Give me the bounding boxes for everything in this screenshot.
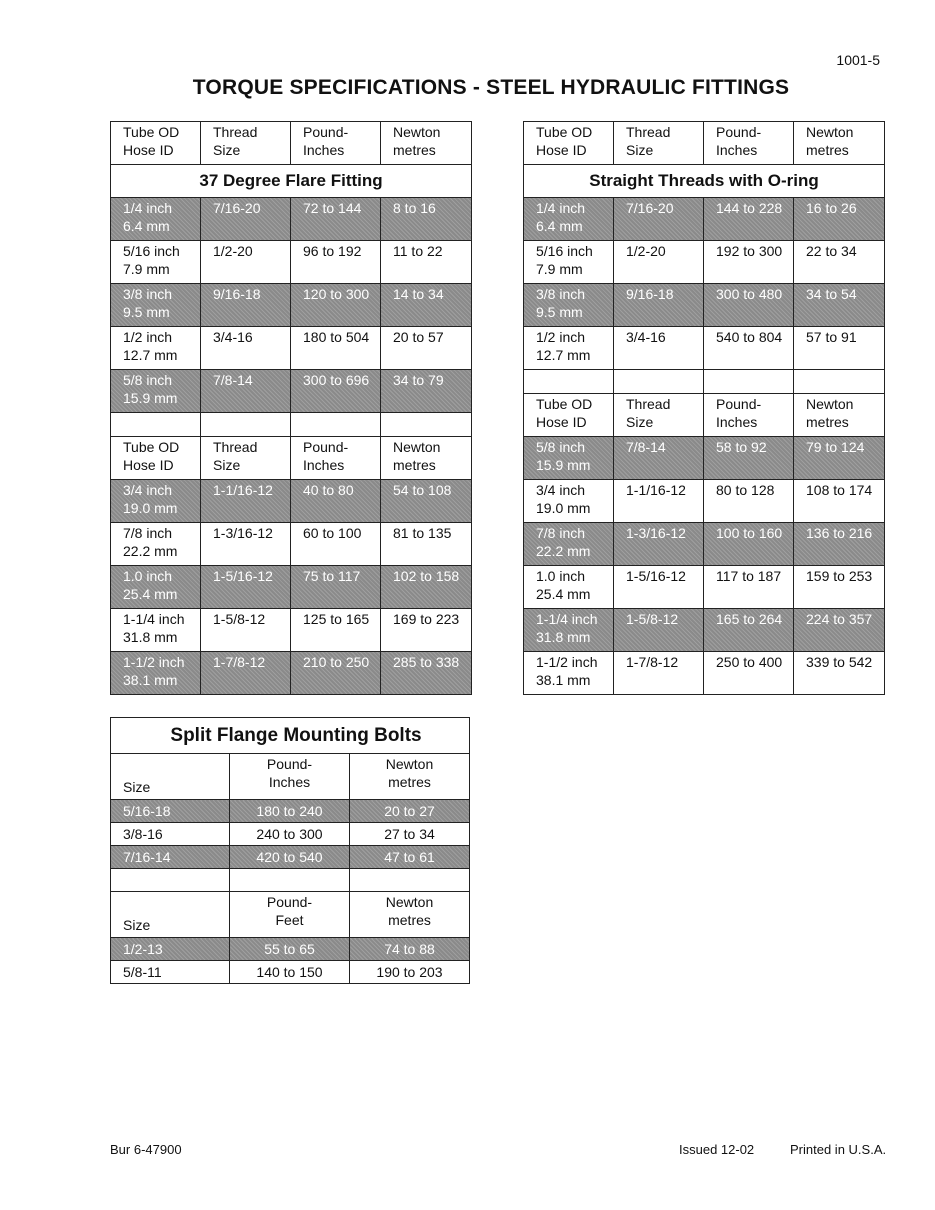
- table-cell: 1/2-13: [111, 938, 230, 961]
- table-cell: 1-1/4 inch 31.8 mm: [524, 609, 614, 652]
- table-cell: 100 to 160: [704, 523, 794, 566]
- table-cell: 58 to 92: [704, 437, 794, 480]
- table-row: [524, 198, 885, 241]
- table-row: [111, 823, 470, 846]
- section-title: Straight Threads with O-ring: [524, 165, 885, 198]
- table-cell: 5/16 inch 7.9 mm: [111, 241, 201, 284]
- table-cell: 180 to 240: [230, 800, 350, 823]
- header-cell: Pound- Inches: [291, 437, 381, 480]
- page-title: TORQUE SPECIFICATIONS - STEEL HYDRAULIC FITTINGS: [192, 76, 790, 99]
- table-cell: 5/8 inch 15.9 mm: [111, 370, 201, 413]
- header-cell: Tube OD Hose ID: [524, 122, 614, 165]
- table-row: [111, 198, 472, 241]
- table-cell: 1-1/4 inch 31.8 mm: [111, 609, 201, 652]
- table-cell: 20 to 27: [350, 800, 470, 823]
- table-row: [524, 652, 885, 695]
- table-cell: 3/4 inch 19.0 mm: [524, 480, 614, 523]
- table-cell: 7/8 inch 22.2 mm: [111, 523, 201, 566]
- header-cell: Pound- Inches: [230, 754, 350, 800]
- flare-fitting-table: [110, 121, 472, 695]
- table-cell: 7/8-14: [201, 370, 291, 413]
- table-cell: 80 to 128: [704, 480, 794, 523]
- table-cell: 1-3/16-12: [201, 523, 291, 566]
- table-cell: 5/16 inch 7.9 mm: [524, 241, 614, 284]
- header-cell: Newton metres: [350, 892, 470, 938]
- table-row: [111, 241, 472, 284]
- table-row: [111, 961, 470, 984]
- table-cell: 9/16-18: [614, 284, 704, 327]
- table-cell: 159 to 253: [794, 566, 885, 609]
- table-cell: 16 to 26: [794, 198, 885, 241]
- table-cell: 224 to 357: [794, 609, 885, 652]
- table-row: [111, 480, 472, 523]
- spacer-row: [111, 413, 472, 437]
- table-cell: 14 to 34: [381, 284, 472, 327]
- header-cell: Tube OD Hose ID: [111, 437, 201, 480]
- table-cell: 108 to 174: [794, 480, 885, 523]
- table-cell: 1-5/16-12: [614, 566, 704, 609]
- table-cell: 7/16-20: [201, 198, 291, 241]
- header-cell: Thread Size: [614, 394, 704, 437]
- table-cell: 1.0 inch 25.4 mm: [524, 566, 614, 609]
- table-cell: 1/4 inch 6.4 mm: [111, 198, 201, 241]
- header-cell: Newton metres: [350, 754, 470, 800]
- issued-date: Issued 12-02: [679, 1142, 755, 1157]
- table-cell: 1/2-20: [614, 241, 704, 284]
- table-row: [111, 327, 472, 370]
- table-cell: 34 to 79: [381, 370, 472, 413]
- table-cell: 7/16-14: [111, 846, 230, 869]
- table-cell: 1/2 inch 12.7 mm: [524, 327, 614, 370]
- table-cell: 250 to 400: [704, 652, 794, 695]
- table-cell: 81 to 135: [381, 523, 472, 566]
- table-header-row: [111, 754, 470, 800]
- table-cell: 420 to 540: [230, 846, 350, 869]
- table-cell: 1-1/2 inch 38.1 mm: [524, 652, 614, 695]
- table-cell: 136 to 216: [794, 523, 885, 566]
- table-cell: 1-3/16-12: [614, 523, 704, 566]
- document-number: Bur 6-47900: [110, 1142, 182, 1157]
- header-cell: Thread Size: [614, 122, 704, 165]
- table-row: [524, 480, 885, 523]
- table-header-row: [111, 892, 470, 938]
- header-cell: Size: [111, 754, 230, 800]
- table-cell: 7/8 inch 22.2 mm: [524, 523, 614, 566]
- table-cell: 1-5/8-12: [614, 609, 704, 652]
- table-row: [111, 523, 472, 566]
- table-cell: 5/8-11: [111, 961, 230, 984]
- table-cell: 54 to 108: [381, 480, 472, 523]
- table-row: [111, 566, 472, 609]
- table-cell: 8 to 16: [381, 198, 472, 241]
- table-cell: 20 to 57: [381, 327, 472, 370]
- table-cell: 11 to 22: [381, 241, 472, 284]
- table-row: [524, 566, 885, 609]
- table-cell: 1-1/2 inch 38.1 mm: [111, 652, 201, 695]
- table-cell: 3/4-16: [614, 327, 704, 370]
- header-cell: Newton metres: [794, 394, 885, 437]
- table-cell: 3/4-16: [201, 327, 291, 370]
- table-cell: 57 to 91: [794, 327, 885, 370]
- table-cell: 210 to 250: [291, 652, 381, 695]
- header-cell: Newton metres: [794, 122, 885, 165]
- table-row: [524, 241, 885, 284]
- table-cell: 300 to 480: [704, 284, 794, 327]
- header-cell: Pound- Inches: [291, 122, 381, 165]
- table-cell: 7/16-20: [614, 198, 704, 241]
- table-cell: 1.0 inch 25.4 mm: [111, 566, 201, 609]
- header-cell: Pound- Inches: [704, 122, 794, 165]
- table-row: [111, 284, 472, 327]
- table-cell: 3/8 inch 9.5 mm: [111, 284, 201, 327]
- header-cell: Pound- Feet: [230, 892, 350, 938]
- table-cell: 74 to 88: [350, 938, 470, 961]
- spacer-row: [524, 370, 885, 394]
- table-cell: 1-5/8-12: [201, 609, 291, 652]
- header-cell: Newton metres: [381, 122, 472, 165]
- table-cell: 3/8-16: [111, 823, 230, 846]
- printed-in: Printed in U.S.A.: [790, 1142, 887, 1157]
- table-cell: 300 to 696: [291, 370, 381, 413]
- header-cell: Pound- Inches: [704, 394, 794, 437]
- table-cell: 75 to 117: [291, 566, 381, 609]
- table-cell: 1/2-20: [201, 241, 291, 284]
- table-header-row: [524, 122, 885, 165]
- table-cell: 102 to 158: [381, 566, 472, 609]
- table-header-row: [111, 437, 472, 480]
- table-cell: 540 to 804: [704, 327, 794, 370]
- header-cell: Thread Size: [201, 437, 291, 480]
- table-cell: 180 to 504: [291, 327, 381, 370]
- table-cell: 192 to 300: [704, 241, 794, 284]
- table-cell: 3/4 inch 19.0 mm: [111, 480, 201, 523]
- table-cell: 60 to 100: [291, 523, 381, 566]
- spacer-row: [111, 869, 470, 892]
- table-cell: 285 to 338: [381, 652, 472, 695]
- table-row: [111, 370, 472, 413]
- table-cell: 1-7/8-12: [614, 652, 704, 695]
- table-row: [111, 609, 472, 652]
- table-cell: 22 to 34: [794, 241, 885, 284]
- table-cell: 55 to 65: [230, 938, 350, 961]
- table-cell: 3/8 inch 9.5 mm: [524, 284, 614, 327]
- oring-threads-table: [523, 121, 885, 695]
- table-cell: 190 to 203: [350, 961, 470, 984]
- table-cell: 5/16-18: [111, 800, 230, 823]
- table-cell: 96 to 192: [291, 241, 381, 284]
- table-cell: 125 to 165: [291, 609, 381, 652]
- table-row: [524, 437, 885, 480]
- header-cell: Thread Size: [201, 122, 291, 165]
- table-row: [524, 609, 885, 652]
- table-cell: 120 to 300: [291, 284, 381, 327]
- section-title: Split Flange Mounting Bolts: [111, 718, 470, 754]
- table-cell: 140 to 150: [230, 961, 350, 984]
- table-cell: 47 to 61: [350, 846, 470, 869]
- table-row: [524, 327, 885, 370]
- table-cell: 79 to 124: [794, 437, 885, 480]
- table-row: [111, 846, 470, 869]
- table-row: [111, 938, 470, 961]
- table-row: [524, 284, 885, 327]
- table-cell: 339 to 542: [794, 652, 885, 695]
- table-header-row: [524, 394, 885, 437]
- section-title: 37 Degree Flare Fitting: [111, 165, 472, 198]
- table-row: [111, 800, 470, 823]
- table-cell: 240 to 300: [230, 823, 350, 846]
- table-cell: 117 to 187: [704, 566, 794, 609]
- table-cell: 1/2 inch 12.7 mm: [111, 327, 201, 370]
- table-cell: 1/4 inch 6.4 mm: [524, 198, 614, 241]
- table-cell: 1-5/16-12: [201, 566, 291, 609]
- table-row: [111, 652, 472, 695]
- table-cell: 5/8 inch 15.9 mm: [524, 437, 614, 480]
- header-cell: Size: [111, 892, 230, 938]
- header-cell: Newton metres: [381, 437, 472, 480]
- table-cell: 169 to 223: [381, 609, 472, 652]
- table-cell: 1-1/16-12: [201, 480, 291, 523]
- table-cell: 165 to 264: [704, 609, 794, 652]
- header-cell: Tube OD Hose ID: [524, 394, 614, 437]
- table-cell: 1-1/16-12: [614, 480, 704, 523]
- table-cell: 27 to 34: [350, 823, 470, 846]
- table-cell: 144 to 228: [704, 198, 794, 241]
- table-cell: 34 to 54: [794, 284, 885, 327]
- split-flange-table: [110, 717, 470, 984]
- table-row: [524, 523, 885, 566]
- table-cell: 9/16-18: [201, 284, 291, 327]
- table-cell: 72 to 144: [291, 198, 381, 241]
- header-cell: Tube OD Hose ID: [111, 122, 201, 165]
- page-number: 1001-5: [836, 52, 880, 68]
- table-cell: 40 to 80: [291, 480, 381, 523]
- table-cell: 1-7/8-12: [201, 652, 291, 695]
- table-header-row: [111, 122, 472, 165]
- table-cell: 7/8-14: [614, 437, 704, 480]
